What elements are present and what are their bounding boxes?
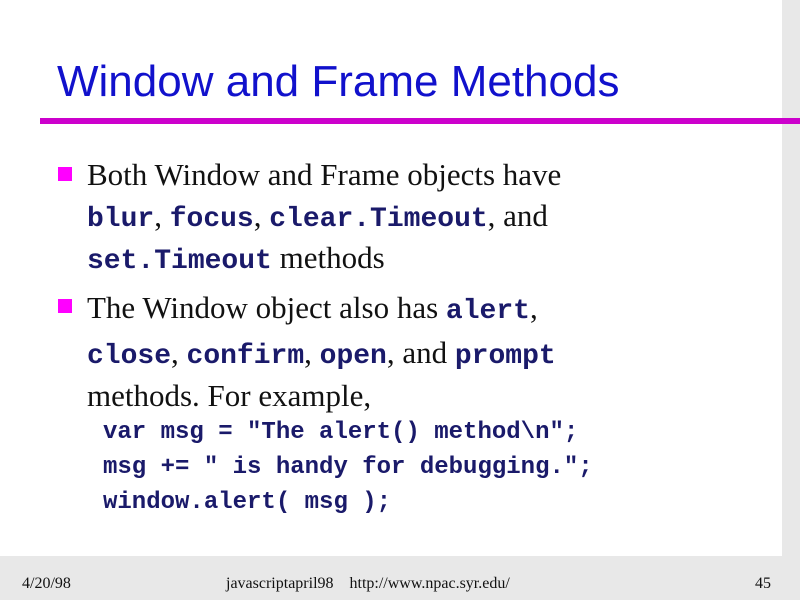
method-focus: focus <box>169 204 254 235</box>
method-clear-timeout: clear.Timeout <box>269 204 488 235</box>
slide-title: Window and Frame Methods <box>57 57 620 106</box>
bullet-marker-2 <box>58 299 72 313</box>
bullet-marker-1 <box>58 167 72 181</box>
method-open: open <box>319 341 387 372</box>
title-underline <box>40 118 800 124</box>
method-close: close <box>87 341 172 372</box>
method-confirm: confirm <box>186 341 305 372</box>
code-line-2: msg += " is handy for debugging."; <box>103 454 593 481</box>
method-prompt: prompt <box>454 341 556 372</box>
bullet-1-text: Both Window and Frame objects have <box>87 157 562 192</box>
bullet-1-tail: methods <box>271 240 385 275</box>
code-line-1: var msg = "The alert() method\n"; <box>103 419 579 446</box>
slide-shadow-right <box>782 0 800 600</box>
bullet-1-line-2 <box>87 200 548 234</box>
method-set-timeout: set.Timeout <box>87 246 272 277</box>
bullet-2-line-1 <box>87 292 538 326</box>
separator: , and <box>386 335 455 370</box>
separator: , <box>154 198 170 233</box>
separator: , <box>171 335 187 370</box>
bullet-2-line-3 <box>87 380 371 411</box>
code-line-3: window.alert( msg ); <box>103 489 392 516</box>
bullet-1-line-1 <box>87 159 561 190</box>
footer-center: javascriptapril98 http://www.npac.syr.edu/ <box>226 575 510 592</box>
bullet-2-line-2 <box>87 337 556 371</box>
bullet-2-tail: methods. For example, <box>87 378 372 413</box>
separator: , <box>304 335 320 370</box>
separator: , <box>529 290 538 325</box>
separator: , <box>253 198 270 233</box>
bullet-1-line-3 <box>87 242 385 276</box>
bullet-2-text: The Window object also has <box>87 290 446 325</box>
footer-page-number: 45 <box>755 575 771 592</box>
separator: , and <box>487 198 548 233</box>
method-alert: alert <box>445 296 530 327</box>
method-blur: blur <box>87 204 155 235</box>
footer-date: 4/20/98 <box>22 575 71 592</box>
